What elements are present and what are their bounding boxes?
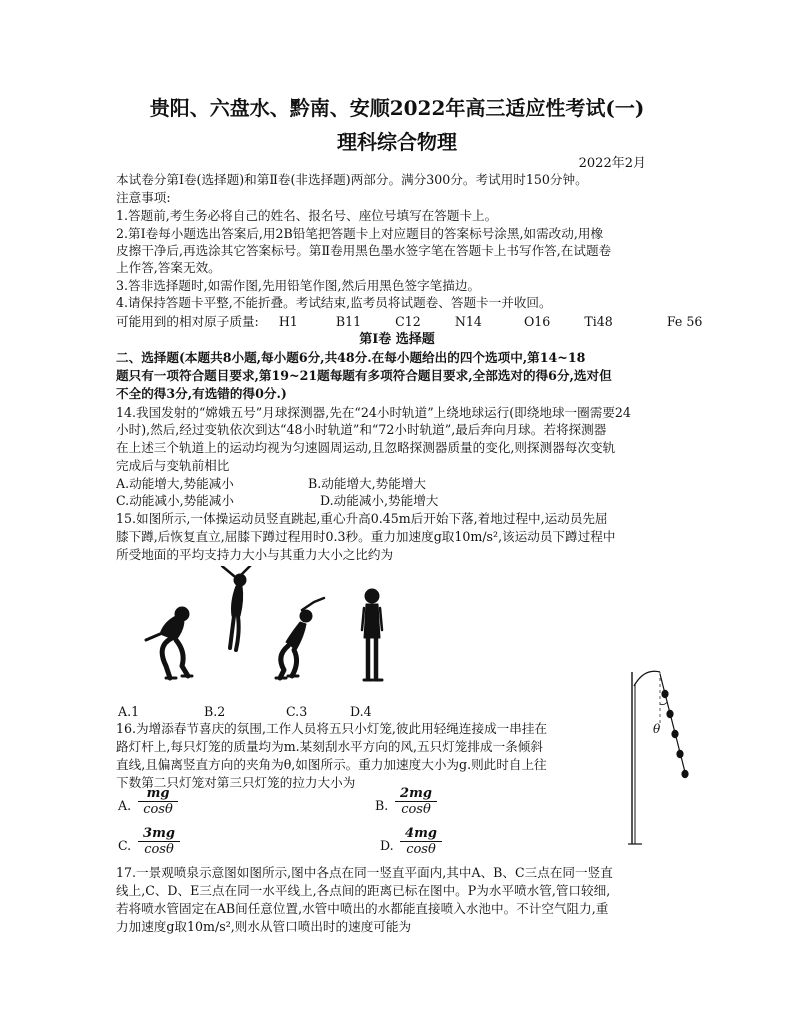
q17-line-a: 17.一景观喷泉示意图如图所示,图中各点在同一竖直平面内,其中A、B、C三点在同一竖直 — [116, 865, 613, 880]
note-2b: 皮擦干净后,再选涂其它答案标号。第Ⅱ卷用黑色墨水签字笔在答题卡上书写作答,在试题卷 — [116, 243, 612, 258]
q16-option-c-label: C. — [118, 838, 132, 853]
q14-option-a: A.动能增大,势能减小 — [116, 476, 234, 491]
gymnast-leap — [222, 566, 252, 650]
q16-option-b-fraction — [395, 786, 437, 817]
angle-arc — [660, 702, 667, 705]
q14-line-c: 在上述三个轨道上的运动均视为匀速圆周运动,且忽略探测器质量的变化,则探测器每次变轨 — [116, 440, 616, 455]
note-2a: 2.第Ⅰ卷每小题选出答案后,用2B铅笔把答题卡上对应题目的答案标号涂黑,如需改动,用橡 — [116, 226, 604, 241]
q14-line-b: 小时),然后,经过变轨依次到达“48小时轨道”和“72小时轨道”,最后奔向月球。若将探测器 — [116, 422, 607, 437]
section-1-head-c: 不全的得3分,有选错的得0分.) — [116, 386, 287, 401]
q17-line-c: 若将喷水管固定在AB间任意位置,水管中喷出的水都能直接喷入水池中。不计空气阻力,重 — [116, 901, 609, 916]
q15-option-b: B.2 — [204, 704, 226, 719]
q15-line-a: 15.如图所示,一体操运动员竖直跳起,重心升高0.45m后开始下落,着地过程中,运动员先屈 — [116, 511, 608, 526]
exam-date: 2022年2月 — [578, 156, 646, 171]
q16-option-c-denominator: cosθ — [144, 842, 174, 857]
q16-line-b: 路灯杆上,每只灯笼的质量均为m.某刻刮水平方向的风,五只灯笼排成一条倾斜 — [116, 739, 543, 754]
q16-option-a-numerator: mg — [138, 786, 178, 802]
q16-line-d: 下数第二只灯笼对第三只灯笼的拉力大小为 — [116, 775, 356, 790]
q16-option-b-numerator: 2mg — [395, 786, 437, 802]
gymnast-standing — [362, 589, 382, 680]
q16-option-c-numerator: 3mg — [138, 826, 180, 842]
q16-option-d-fraction — [400, 826, 442, 857]
lamp-arm — [634, 671, 660, 686]
lantern-rope — [660, 674, 686, 776]
q16-line-a: 16.为增添春节喜庆的氛围,工作人员将五只小灯笼,彼此用轻绳连接成一串挂在 — [116, 721, 548, 736]
atom-mass: N14 — [454, 314, 482, 329]
notes-heading: 注意事项: — [116, 190, 171, 205]
q16-line-c: 直线,且偏离竖直方向的夹角为θ,如图所示。重力加速度大小为g.则此时自上往 — [116, 757, 547, 772]
section-1-title: 第Ⅰ卷 选择题 — [359, 332, 435, 347]
q14-line-d: 完成后与变轨前相比 — [116, 458, 230, 473]
exam-title: 贵阳、六盘水、黔南、安顺2022年高三适应性考试(一) — [149, 96, 645, 120]
atom-mass: O16 — [523, 314, 551, 329]
note-4: 4.请保持答题卡平整,不能折叠。考试结束,监考员将试题卷、答题卡一并收回。 — [116, 295, 552, 310]
q16-option-d-denominator: cosθ — [406, 842, 436, 857]
note-1: 1.答题前,考生务必将自己的姓名、报名号、座位号填写在答题卡上。 — [116, 208, 498, 223]
atom-mass: Ti48 — [584, 314, 613, 329]
atomic-masses-label: 可能用到的相对原子质量: — [116, 314, 259, 329]
gymnast-sequence-figure — [126, 566, 406, 696]
gymnast-crouch — [146, 607, 192, 678]
q15-line-c: 所受地面的平均支持力大小与其重力大小之比约为 — [116, 547, 394, 562]
q14-line-a: 14.我国发射的“嫦娥五号”月球探测器,先在“24小时轨道”上绕地球运行(即绕地球一圈需要24 — [116, 405, 631, 420]
atom-mass: C12 — [395, 314, 421, 329]
note-3: 3.答非选择题时,如需作图,先用铅笔作图,然后用黑色签字笔描边。 — [116, 278, 481, 293]
q16-option-b-label: B. — [375, 798, 389, 813]
q15-option-d: D.4 — [350, 704, 372, 719]
exam-subtitle: 理科综合物理 — [337, 130, 457, 154]
q16-option-a-fraction — [138, 786, 178, 817]
q16-option-b-denominator: cosθ — [401, 802, 431, 817]
q17-line-d: 力加速度g取10m/s²,则水从管口喷出时的速度可能为 — [116, 919, 412, 934]
q16-option-c-fraction — [138, 826, 180, 857]
q17-line-b: 线上,C、D、E三点在同一水平线上,各点间的距离已标在图中。P为水平喷水管,管口较细, — [116, 883, 611, 898]
section-1-head-b: 题只有一项符合题目要求,第19~21题每题有多项符合题目要求,全部选对的得6分,选对但 — [116, 368, 612, 383]
lantern — [666, 710, 673, 718]
lantern — [661, 690, 668, 698]
lantern — [671, 730, 678, 738]
q14-option-d: D.动能减小,势能增大 — [320, 493, 439, 508]
atom-mass: Fe 56 — [666, 314, 703, 329]
atom-mass: H1 — [278, 314, 298, 329]
gymnast-landing — [276, 598, 324, 678]
q16-option-d-label: D. — [380, 838, 394, 853]
q15-line-b: 膝下蹲,后恢复直立,屈膝下蹲过程用时0.3秒。重力加速度g取10m/s²,该运动员下蹲过程中 — [116, 529, 616, 544]
q14-option-b: B.动能增大,势能增大 — [308, 476, 427, 491]
note-2c: 上作答,答案无效。 — [116, 260, 221, 275]
atom-mass: B11 — [335, 314, 362, 329]
q15-option-c: C.3 — [286, 704, 308, 719]
q15-option-a: A.1 — [118, 704, 140, 719]
section-1-head-a: 二、选择题(本题共8小题,每小题6分,共48分.在每小题给出的四个选项中,第14~18 — [116, 350, 586, 365]
lantern — [676, 750, 683, 758]
q14-option-c: C.动能减小,势能减小 — [116, 493, 234, 508]
atomic-masses — [116, 313, 702, 330]
q16-option-a-denominator: cosθ — [143, 802, 173, 817]
lantern — [681, 770, 688, 778]
q16-option-d-numerator: 4mg — [400, 826, 442, 842]
intro-line: 本试卷分第Ⅰ卷(选择题)和第Ⅱ卷(非选择题)两部分。满分300分。考试用时150分钟。 — [116, 172, 588, 187]
lantern-string-figure — [620, 664, 700, 850]
q16-option-a-label: A. — [118, 798, 132, 813]
theta-label: θ — [653, 722, 661, 736]
